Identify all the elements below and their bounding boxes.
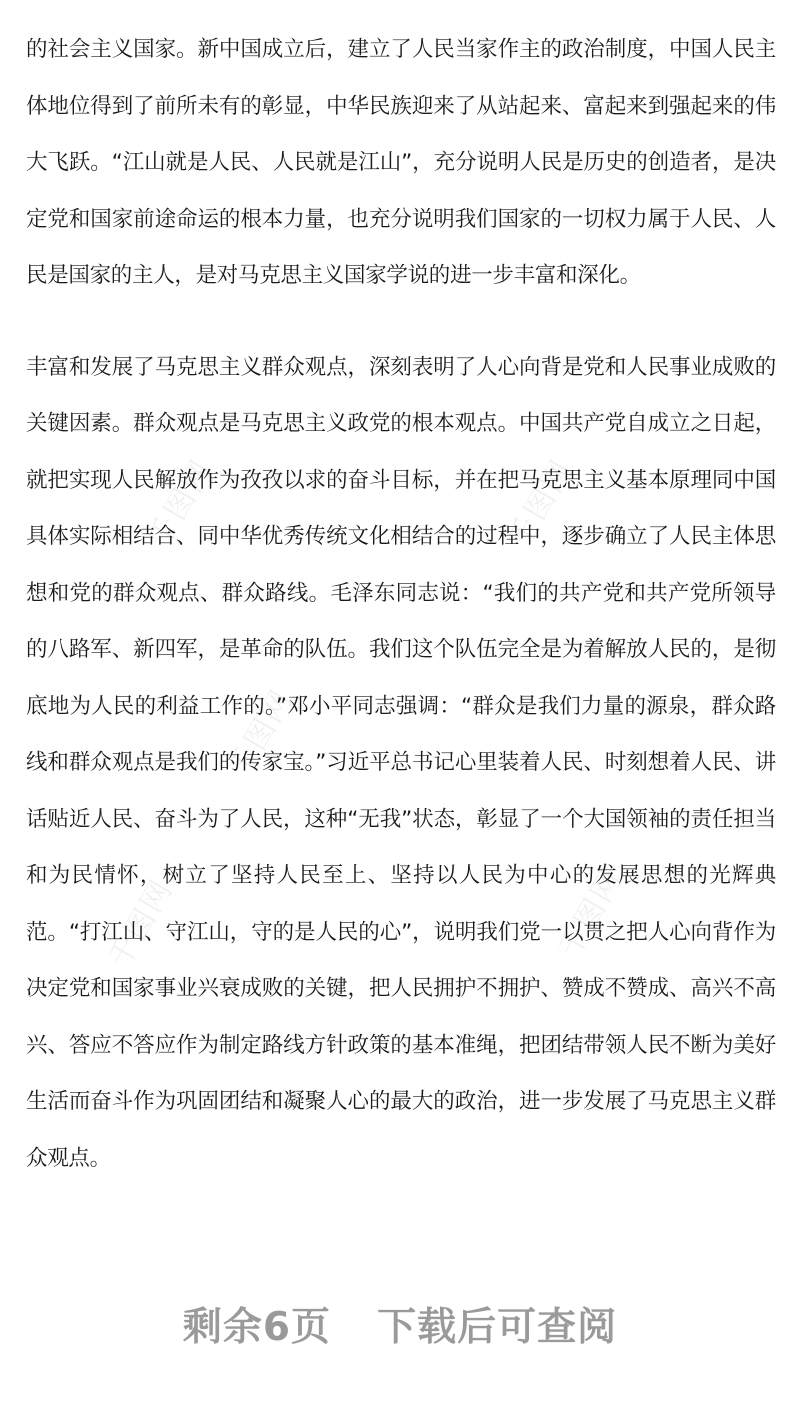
watermark-text: 千图网 — [141, 453, 221, 555]
remaining-pages-label: 剩余6页 — [182, 1305, 332, 1350]
paragraph-2: 丰富和发展了马克思主义群众观点，深刻表明了人心向背是党和人民事业成败的关键因素。群众观点是马克思主义政党的根本观点。中国共产党自成立之日起，就把实现人民解放作为孜孜以求的奋斗目标，并在把马克思主义基本原理同中国具体实际相结合、同中华优秀传统文化相结合的过程中，逐步确立了人民主体思想和党的群众观点、群众路线。毛泽东同志说：“我们的共产党和共产党所领导的八路军、新四军，是革命的队伍。我们这个队伍完全是为着解放人民的，是彻底地为人民的利益工作的。”邓小平同志强调：“群众是我们力量的源泉，群众路线和群众观点是我们的传家宝。”习近平总书记心里装着人民、时刻想着人民、讲话贴近人民、奋斗为了人民，这种“无我”状态，彰显了一个大国领袖的责任担当和为民情怀，树立了坚持人民至上、坚持以人民为中心的发展思想的光辉典范。“打江山、守江山，守的是人民的心”，说明我们党一以贯之把人心向背作为决定党和国家事业兴衰成败的关键，把人民拥护不拥护、赞成不赞成、高兴不高兴、答应不答应作为制定路线方针政策的基本准绳，把团结带领人民不断为美好生活而奋斗作为巩固团结和凝聚人心的最大的政治，进一步发展了马克思主义群众观点。 — [26, 354, 776, 1171]
document-page — [26, 22, 776, 1187]
watermark-text: 千图网 — [101, 873, 181, 975]
download-prompt[interactable] — [0, 1296, 800, 1352]
watermark-text: 千图网 — [551, 863, 631, 965]
paragraph-1: 的社会主义国家。新中国成立后，建立了人民当家作主的政治制度，中国人民主体地位得到了前所未有的彰显，中华民族迎来了从站起来、富起来到强起来的伟大飞跃。“江山就是人民、人民就是江山”，充分说明人民是历史的创造者，是决定党和国家前途命运的根本力量，也充分说明我们国家的一切权力属于人民、人民是国家的主人，是对马克思主义国家学说的进一步丰富和深化。 — [26, 37, 776, 288]
download-hint-label: 下载后可查阅 — [377, 1305, 618, 1350]
watermark-text: 千图网 — [221, 683, 301, 785]
watermark-text: 千图网 — [501, 453, 581, 555]
